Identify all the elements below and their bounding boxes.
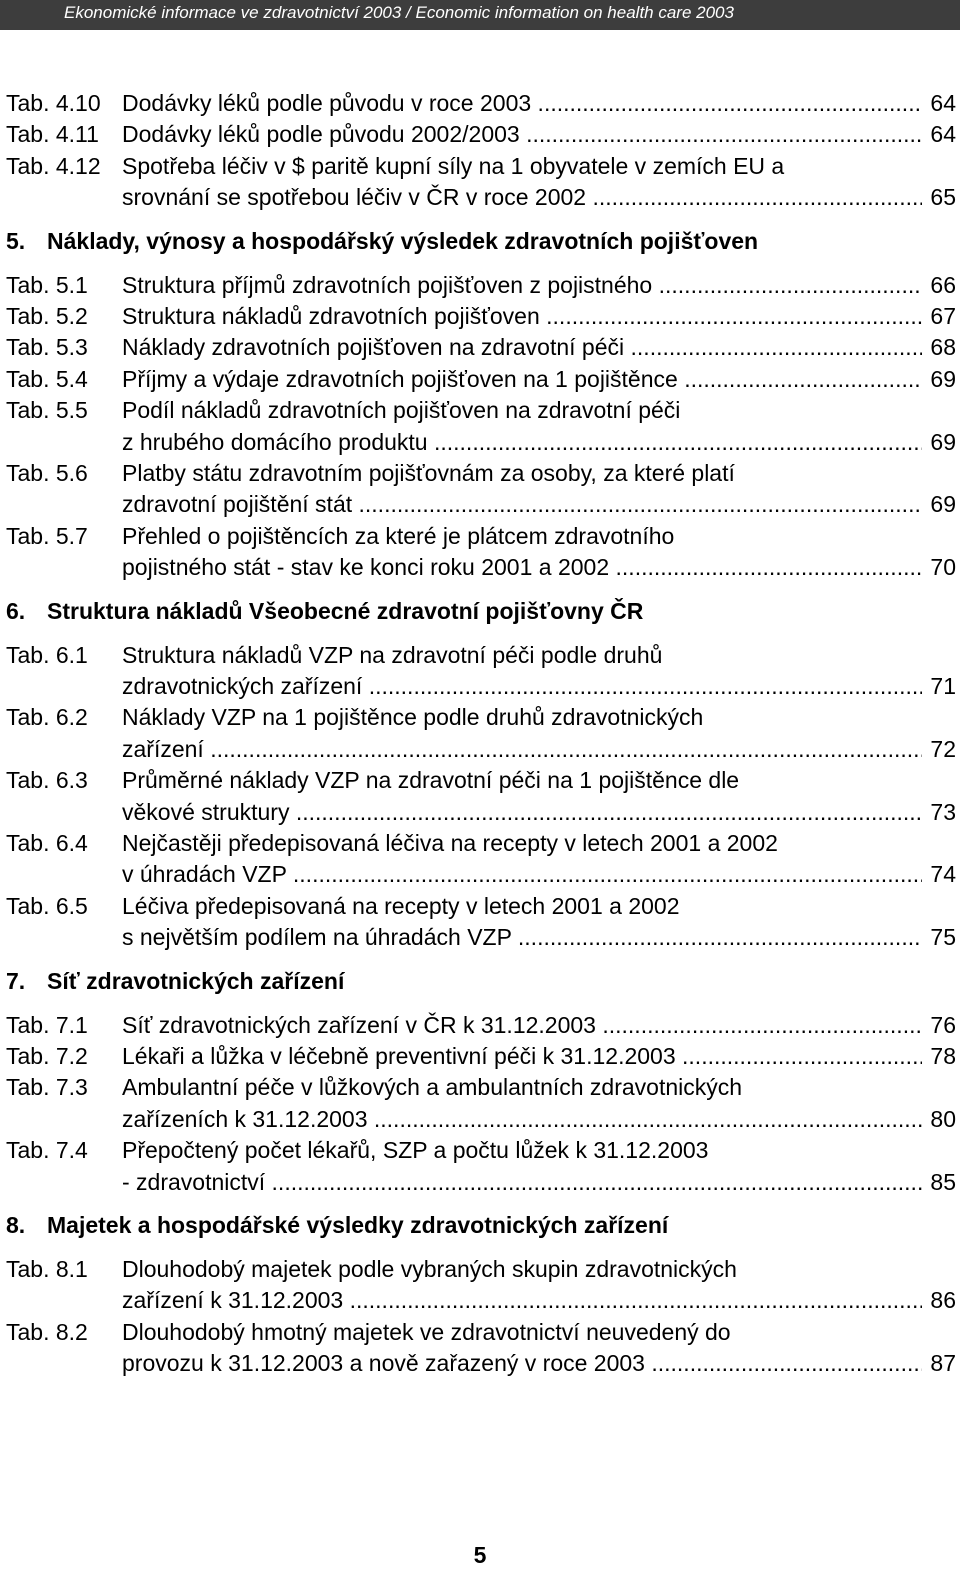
section-number: 5. <box>6 227 26 254</box>
entry-title: Struktura nákladů VZP na zdravotní péči podle druhů <box>122 641 663 668</box>
table-code: Tab. 5.4 <box>6 365 88 392</box>
toc-entry[interactable] <box>6 119 958 150</box>
page-ref: 64 <box>926 119 956 150</box>
page-ref: 69 <box>926 364 956 395</box>
toc-entry[interactable] <box>6 364 958 395</box>
entry-title: Náklady VZP na 1 pojištěnce podle druhů zdravotnických <box>122 704 704 731</box>
table-code: Tab. 6.1 <box>6 641 88 668</box>
section-number: 6. <box>6 597 26 624</box>
table-code: Tab. 8.2 <box>6 1318 88 1345</box>
page-ref: 72 <box>926 734 956 765</box>
entry-title: zdravotnických zařízení ..... <box>122 671 922 702</box>
table-code: Tab. 5.2 <box>6 303 88 329</box>
entry-title: věkové struktury ..... <box>122 797 922 828</box>
table-code: Tab. 5.7 <box>6 522 88 549</box>
entry-title: s největším podílem na úhradách VZP ..... <box>122 922 922 953</box>
section-title: Síť zdravotnických zařízení <box>47 967 345 994</box>
entry-title: zdravotní pojištění stát ..... <box>122 489 922 520</box>
entry-title: Dlouhodobý hmotný majetek ve zdravotnictví neuvedený do <box>122 1318 731 1345</box>
page-ref: 69 <box>926 489 956 520</box>
table-code: Tab. 4.10 <box>6 90 101 116</box>
entry-title: Náklady zdravotních pojišťoven na zdravotní péči ..... <box>122 332 922 363</box>
entry-title: Platby státu zdravotním pojišťovnám za osoby, za které platí <box>122 460 735 486</box>
page-ref: 74 <box>926 859 956 890</box>
entry-title: Struktura nákladů zdravotních pojišťoven ..... <box>122 301 922 332</box>
table-code: Tab. 6.2 <box>6 704 88 731</box>
table-code: Tab. 4.12 <box>6 152 101 179</box>
toc-entry[interactable] <box>6 702 958 765</box>
table-code: Tab. 7.4 <box>6 1137 88 1164</box>
entry-title: Příjmy a výdaje zdravotních pojišťoven na 1 pojištěnce ..... <box>122 364 922 395</box>
toc-entry[interactable] <box>6 828 958 891</box>
section-title: Majetek a hospodářské výsledky zdravotnických zařízení <box>47 1212 669 1238</box>
table-code: Tab. 6.5 <box>6 892 88 919</box>
page-ref: 87 <box>926 1348 956 1379</box>
page-ref: 69 <box>926 427 956 458</box>
entry-title: Přepočtený počet lékařů, SZP a počtu lůžek k 31.12.2003 <box>122 1137 709 1164</box>
entry-title: zařízení k 31.12.2003 ..... <box>122 1285 922 1316</box>
toc-entry[interactable] <box>6 458 958 521</box>
entry-title: zařízeních k 31.12.2003 ..... <box>122 1104 922 1135</box>
toc-entry[interactable] <box>6 1010 958 1041</box>
entry-title: Přehled o pojištěncích za které je plátcem zdravotního <box>122 522 675 549</box>
section-number: 8. <box>6 1212 26 1238</box>
entry-title: Nejčastěji předepisovaná léčiva na recepty v letech 2001 a 2002 <box>122 830 778 856</box>
toc-entry[interactable] <box>6 395 958 458</box>
table-code: Tab. 7.3 <box>6 1074 88 1101</box>
page-ref: 85 <box>926 1167 956 1198</box>
toc-entry[interactable] <box>6 1317 958 1380</box>
table-code: Tab. 6.3 <box>6 767 88 794</box>
table-code: Tab. 8.1 <box>6 1256 88 1282</box>
toc-entry[interactable] <box>6 301 958 332</box>
entry-title: Ambulantní péče v lůžkových a ambulantních zdravotnických <box>122 1074 743 1101</box>
toc-entry[interactable] <box>6 1254 958 1317</box>
page-ref: 78 <box>926 1041 956 1072</box>
section-title: Struktura nákladů Všeobecné zdravotní pojišťovny ČR <box>47 597 644 624</box>
page-ref: 75 <box>926 922 956 953</box>
page-ref: 66 <box>926 270 956 301</box>
entry-title: Síť zdravotnických zařízení v ČR k 31.12.2003 ..... <box>122 1010 922 1041</box>
entry-title: srovnání se spotřebou léčiv v ČR v roce 2002 ..... <box>122 182 922 213</box>
table-code: Tab. 5.3 <box>6 334 88 361</box>
page-ref: 76 <box>926 1010 956 1041</box>
page-ref: 86 <box>926 1285 956 1316</box>
table-code: Tab. 7.2 <box>6 1043 88 1069</box>
page-number: 5 <box>473 1542 487 1568</box>
entry-title: Spotřeba léčiv v $ paritě kupní síly na 1 obyvatele v zemích EU a <box>122 152 785 179</box>
toc-entry[interactable] <box>6 891 958 954</box>
entry-title: provozu k 31.12.2003 a nově zařazený v roce 2003 ..... <box>122 1348 922 1379</box>
entry-title: Podíl nákladů zdravotních pojišťoven na zdravotní péči <box>122 397 681 424</box>
entry-title: v úhradách VZP ..... <box>122 859 922 890</box>
entry-title: z hrubého domácího produktu ..... <box>122 427 922 458</box>
toc-entry[interactable] <box>6 1072 958 1135</box>
page-ref: 73 <box>926 797 956 828</box>
page-ref: 68 <box>926 332 956 363</box>
entry-title: Průměrné náklady VZP na zdravotní péči na 1 pojištěnce dle <box>122 767 740 794</box>
page-ref: 65 <box>926 182 956 213</box>
toc-entry[interactable] <box>6 88 958 119</box>
table-code: Tab. 7.1 <box>6 1011 88 1038</box>
entry-title: pojistného stát - stav ke konci roku 2001 a 2002 ..... <box>122 552 922 583</box>
entry-title: Dodávky léků podle původu v roce 2003 ..... <box>122 88 922 119</box>
page-ref: 64 <box>926 88 956 119</box>
toc-entry[interactable] <box>6 151 958 214</box>
table-code: Tab. 5.6 <box>6 460 88 486</box>
entry-title: zařízení ..... <box>122 734 922 765</box>
page-ref: 70 <box>926 552 956 583</box>
toc-entry[interactable] <box>6 270 958 301</box>
running-header-text: Ekonomické informace ve zdravotnictví 2003 / Economic information on health care 2003 <box>64 3 734 22</box>
toc-entry[interactable] <box>6 1041 958 1072</box>
table-code: Tab. 6.4 <box>6 830 88 856</box>
toc-entry[interactable] <box>6 765 958 828</box>
entry-title: Dlouhodobý majetek podle vybraných skupin zdravotnických <box>122 1256 737 1282</box>
table-code: Tab. 5.1 <box>6 271 88 298</box>
table-code: Tab. 5.5 <box>6 397 88 424</box>
page-ref: 80 <box>926 1104 956 1135</box>
entry-title: Dodávky léků podle původu 2002/2003 ..... <box>122 119 922 150</box>
toc-entry[interactable] <box>6 332 958 363</box>
entry-title: Lékaři a lůžka v léčebně preventivní péči k 31.12.2003 ..... <box>122 1041 922 1072</box>
section-number: 7. <box>6 967 26 994</box>
section-title: Náklady, výnosy a hospodářský výsledek zdravotních pojišťoven <box>47 227 759 254</box>
entry-title: Léčiva předepisovaná na recepty v letech 2001 a 2002 <box>122 892 680 919</box>
running-header <box>0 0 960 30</box>
page-ref: 71 <box>926 671 956 702</box>
toc-entry[interactable] <box>6 1135 958 1198</box>
entry-title: - zdravotnictví ..... <box>122 1167 922 1198</box>
page-ref: 67 <box>926 301 956 332</box>
entry-title: Struktura příjmů zdravotních pojišťoven z pojistného ..... <box>122 270 922 301</box>
toc-entry[interactable] <box>6 521 958 584</box>
table-code: Tab. 4.11 <box>6 121 99 148</box>
toc-entry[interactable] <box>6 640 958 703</box>
